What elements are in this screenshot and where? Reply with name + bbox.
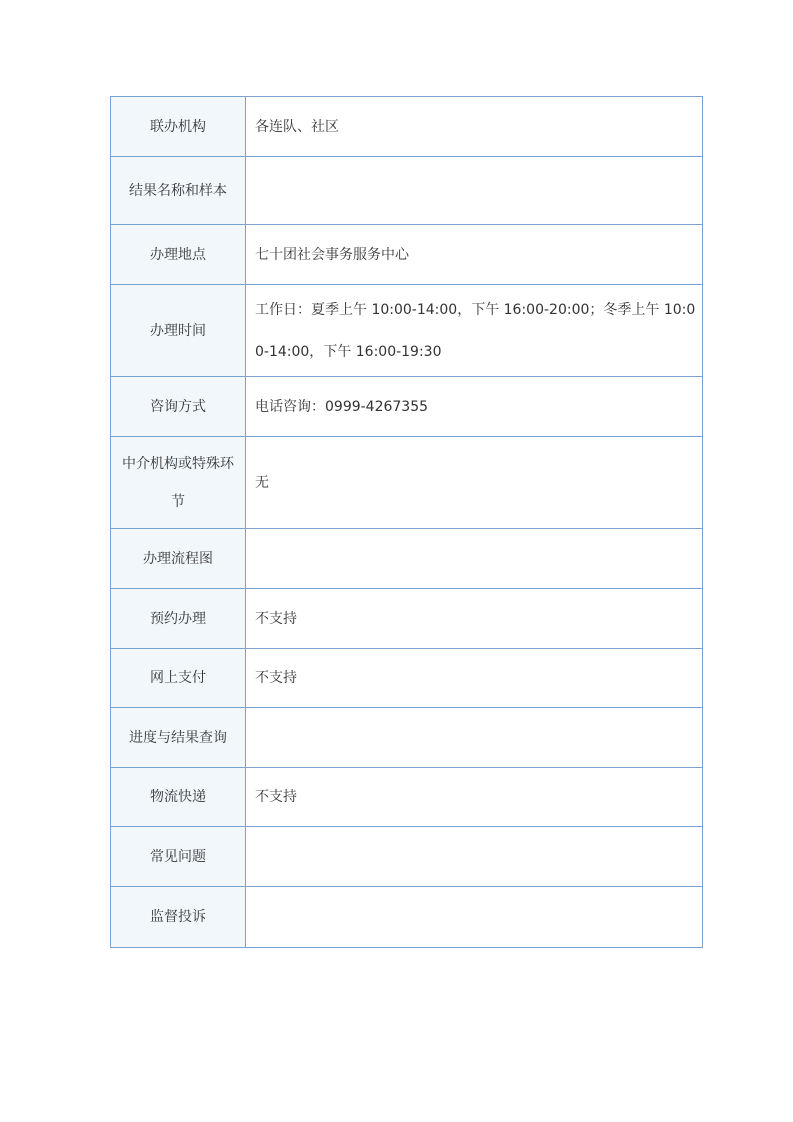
service-info-table [110, 96, 703, 948]
row-label: 办理地点 [111, 225, 246, 285]
row-value: 工作日：夏季上午 10:00-14:00，下午 16:00-20:00；冬季上午 10:00-14:00，下午 16:00-19:30 [246, 285, 703, 377]
table-row [111, 97, 703, 157]
row-value [246, 529, 703, 589]
table-row [111, 157, 703, 225]
row-value [246, 708, 703, 768]
table-row [111, 649, 703, 708]
row-label: 预约办理 [111, 589, 246, 649]
row-value: 不支持 [246, 649, 703, 708]
row-label: 进度与结果查询 [111, 708, 246, 768]
row-value: 不支持 [246, 768, 703, 827]
table-row [111, 225, 703, 285]
row-label: 咨询方式 [111, 377, 246, 437]
row-label: 办理流程图 [111, 529, 246, 589]
table-row [111, 529, 703, 589]
row-value [246, 887, 703, 948]
table-row [111, 768, 703, 827]
table-row [111, 708, 703, 768]
table-row [111, 589, 703, 649]
row-value: 电话咨询：0999-4267355 [246, 377, 703, 437]
row-label: 常见问题 [111, 827, 246, 887]
row-label: 网上支付 [111, 649, 246, 708]
row-label: 物流快递 [111, 768, 246, 827]
row-label: 监督投诉 [111, 887, 246, 948]
table-row [111, 827, 703, 887]
table-row [111, 285, 703, 377]
row-value: 不支持 [246, 589, 703, 649]
row-value: 各连队、社区 [246, 97, 703, 157]
row-value [246, 827, 703, 887]
table-row [111, 887, 703, 948]
row-label: 办理时间 [111, 285, 246, 377]
row-value: 无 [246, 437, 703, 529]
row-label: 联办机构 [111, 97, 246, 157]
row-value: 七十团社会事务服务中心 [246, 225, 703, 285]
row-label: 结果名称和样本 [111, 157, 246, 225]
row-value [246, 157, 703, 225]
table-row [111, 377, 703, 437]
table-row [111, 437, 703, 529]
row-label: 中介机构或特殊环节 [111, 437, 246, 529]
